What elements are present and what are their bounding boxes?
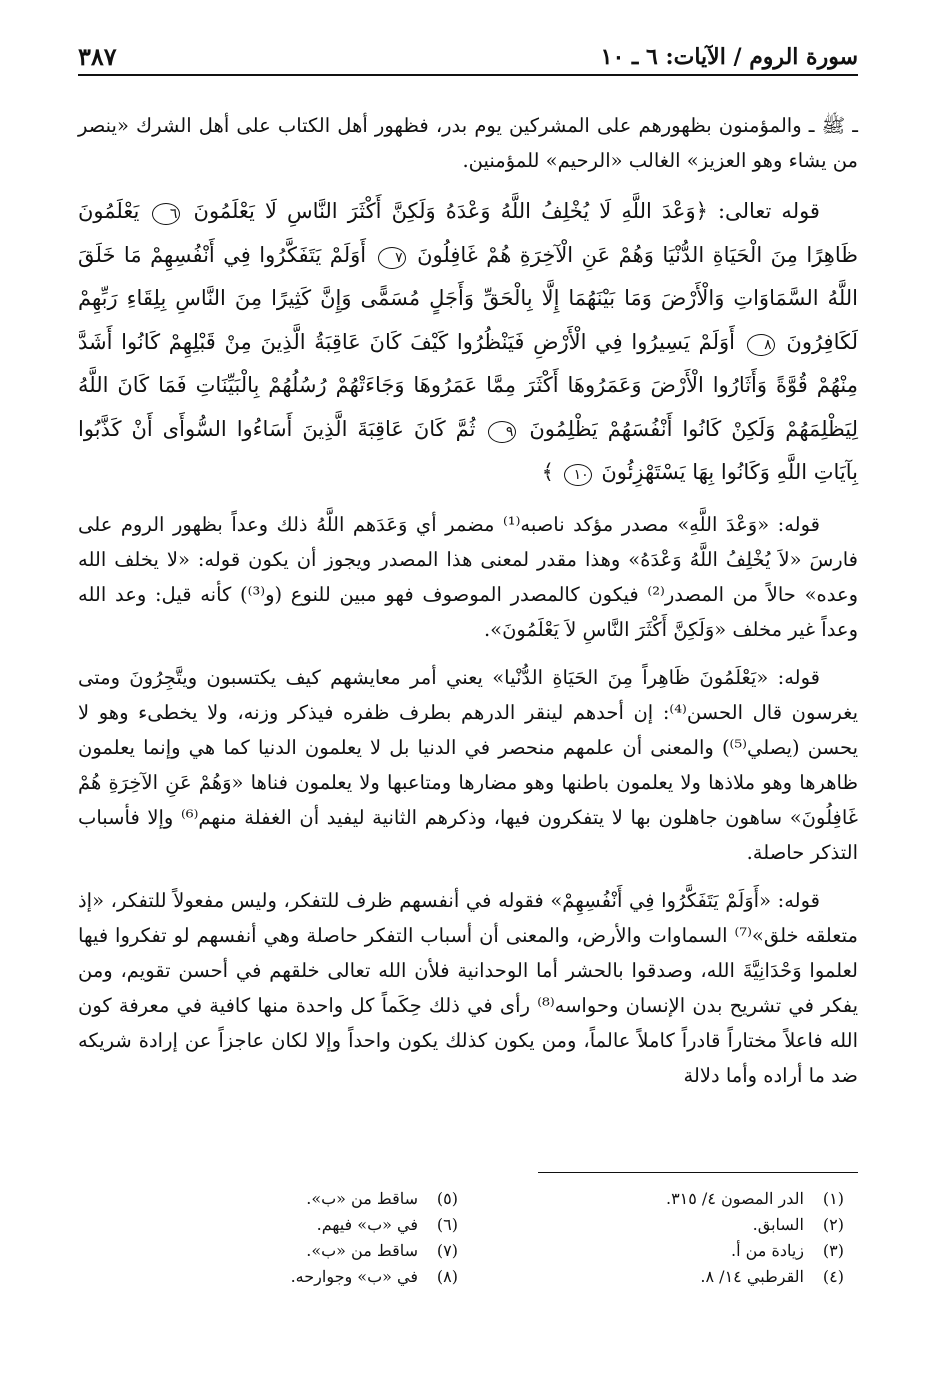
verse-text: أَوَلَمْ يَسِيرُوا فِي الْأَرْضِ فَيَنْظُرُوا كَيْفَ كَانَ عَاقِبَةُ الَّذِينَ مِنْ قَبْلِهِمْ كَانُوا أَشَدَّ مِنْهُمْ قُوَّةً وَأَثَارُوا الْأَرْضَ وَعَمَرُوهَا أَكْثَرَ مِمَّا عَمَرُوهَا وَجَاءَتْهُمْ رُسُلُهُمْ بِالْبَيِّنَاتِ فَمَا كَانَ اللَّهُ لِيَظْلِمَهُمْ وَلَكِنْ كَانُوا أَنْفُسَهُمْ يَظْلِمُونَ bbox=[78, 329, 858, 441]
verse-number-8: ٨ bbox=[747, 334, 775, 356]
footnote: (٥)ساقط من «ب». bbox=[306, 1189, 458, 1208]
header-title: سورة الروم / الآيات: ٦ ـ ١٠ bbox=[600, 44, 858, 70]
intro-paragraph: ـ ﷺ ـ والمؤمنون بظهورهم على المشركين يوم بدر، فظهور أهل الكتاب على أهل الشرك «ينصر من يشاء وهو العزيز» الغالب «الرحيم» للمؤمنين. bbox=[78, 114, 858, 172]
footnote: (١)الدر المصون ٤/ ٣١٥. bbox=[665, 1189, 844, 1208]
body-text bbox=[78, 108, 858, 1093]
page-number: ٣٨٧ bbox=[78, 42, 117, 71]
footnote: (٦)في «ب» فيهم. bbox=[316, 1215, 458, 1234]
verse-text: يَعْلَمُونَ ظَاهِرًا مِنَ الْحَيَاةِ الدُّنْيَا وَهُمْ عَنِ الْآخِرَةِ هُمْ غَافِلُونَ bbox=[78, 199, 858, 267]
footnote-rule bbox=[538, 1172, 858, 1173]
verse-text: قوله تعالى: ﴿وَعْدَ اللَّهِ لَا يُخْلِفُ اللَّهُ وَعْدَهُ وَلَكِنَّ أَكْثَرَ النَّاسِ لَا يَعْلَمُونَ bbox=[193, 199, 820, 223]
footnotes-column-left bbox=[98, 1186, 458, 1290]
commentary-paragraph-1: قوله: «وَعْدَ اللَّهِ» مصدر مؤكد ناصبه⁽¹⁾ مضمر أي وَعَدَهم اللَّهُ ذلك وعداً بظهور الروم على فارسَ «لاَ يُخْلِفُ اللَّهُ وَعْدَهُ» وهذا مقدر لمعنى هذا المصدر ويجوز أن يكون قوله: «لا يخلف الله وعده» حالاً من المصدر⁽²⁾ فيكون كالمصدر الموصوف فهو مبين للنوع (و⁽³⁾) كأنه قيل: وعد الله وعداً غير مخلف «وَلَكِنَّ أَكْثَرَ النَّاسِ لاَ يَعْلَمُونَ». bbox=[78, 512, 859, 641]
verse-number-7: ٧ bbox=[378, 247, 406, 269]
footnote: (٣)زيادة من أ. bbox=[730, 1241, 844, 1260]
quran-verses bbox=[78, 190, 858, 495]
commentary-paragraph-2: قوله: «يَعْلَمُونَ ظَاهِراً مِنَ الحَيَاةِ الدُّنْيا» يعني أمر معايشهم كيف يكتسبون ويتَّجِرُونَ ومتى يغرسون قال الحسن⁽⁴⁾: إن أحدهم لينقر الدرهم بطرف ظفره فيذكر وزنه، ولا يخطىء وهو لا يحسن (يصلي⁽⁵⁾) والمعنى أن علمهم منحصر في الدنيا بل لا يعلمون الدنيا كما هي وإنما يعلمون ظاهرها وهو ملاذها ولا يعلمون باطنها وهو مضارها ومتاعبها ولا يعلمون فناها «وَهُمْ عَنِ الآخِرَةِ هُمْ غَافِلُونَ» ساهون جاهلون بها لا يتفكرون فيها، وذكرهم الثانية ليفيد أن الغفلة منهم⁽⁶⁾ وإلا فأسباب التذكر حاصلة. bbox=[78, 665, 858, 864]
verse-number-10: ١٠ bbox=[564, 464, 592, 486]
footnote: (٧)ساقط من «ب». bbox=[306, 1241, 458, 1260]
verse-text: ثُمَّ كَانَ عَاقِبَةَ الَّذِينَ أَسَاءُوا السُّوأَى أَنْ كَذَّبُوا بِآيَاتِ اللَّهِ وَكَانُوا بِهَا يَسْتَهْزِئُونَ bbox=[78, 416, 858, 484]
footnote: (٢)السابق. bbox=[752, 1215, 844, 1234]
header-rule bbox=[78, 74, 858, 76]
verse-close-bracket: ﴾ bbox=[541, 460, 554, 484]
footnote: (٨)في «ب» وجوارحه. bbox=[290, 1267, 458, 1286]
footnotes-column-right bbox=[484, 1186, 844, 1290]
verse-number-9: ٩ bbox=[488, 421, 516, 443]
page-header bbox=[78, 38, 858, 78]
commentary-paragraph-3: قوله: «أَوَلَمْ يَتَفَكَّرُوا فِي أَنْفُسِهِمْ» فقوله في أنفسهم ظرف للتفكر، وليس مفعولاً للتفكر، «إذ متعلقه خلق»⁽⁷⁾ السماوات والأرض، والمعنى أن أسباب التفكر حاصلة وهي أنفسهم لو تفكروا فيها لعلموا وَحْدَانِيَّةَ الله، وصدقوا بالحشر أما الوحدانية فلأن الله تعالى خلقهم في أحسن تقويم، ومن يفكر في تشريح بدن الإنسان وحواسه⁽⁸⁾ رأى في ذلك حِكَماً كل واحدة منها كافية في معرفة كون الله فاعلاً مختاراً قادراً كاملاً عالماً، ومن يكون كذلك يكون واحداً وإلا لكان عاجزاً عن إرادة شريكه ضد ما أراده وأما دلالة bbox=[78, 888, 859, 1087]
footnote: (٤)القرطبي ١٤/ ٨. bbox=[700, 1267, 844, 1286]
verse-number-6: ٦ bbox=[152, 203, 180, 225]
verse-text: أَوَلَمْ يَتَفَكَّرُوا فِي أَنْفُسِهِمْ مَا خَلَقَ اللَّهُ السَّمَاوَاتِ وَالْأَرْضَ وَمَا بَيْنَهُمَا إِلَّا بِالْحَقِّ وَأَجَلٍ مُسَمًّى وَإِنَّ كَثِيرًا مِنَ النَّاسِ بِلِقَاءِ رَبِّهِمْ لَكَافِرُونَ bbox=[78, 242, 858, 354]
